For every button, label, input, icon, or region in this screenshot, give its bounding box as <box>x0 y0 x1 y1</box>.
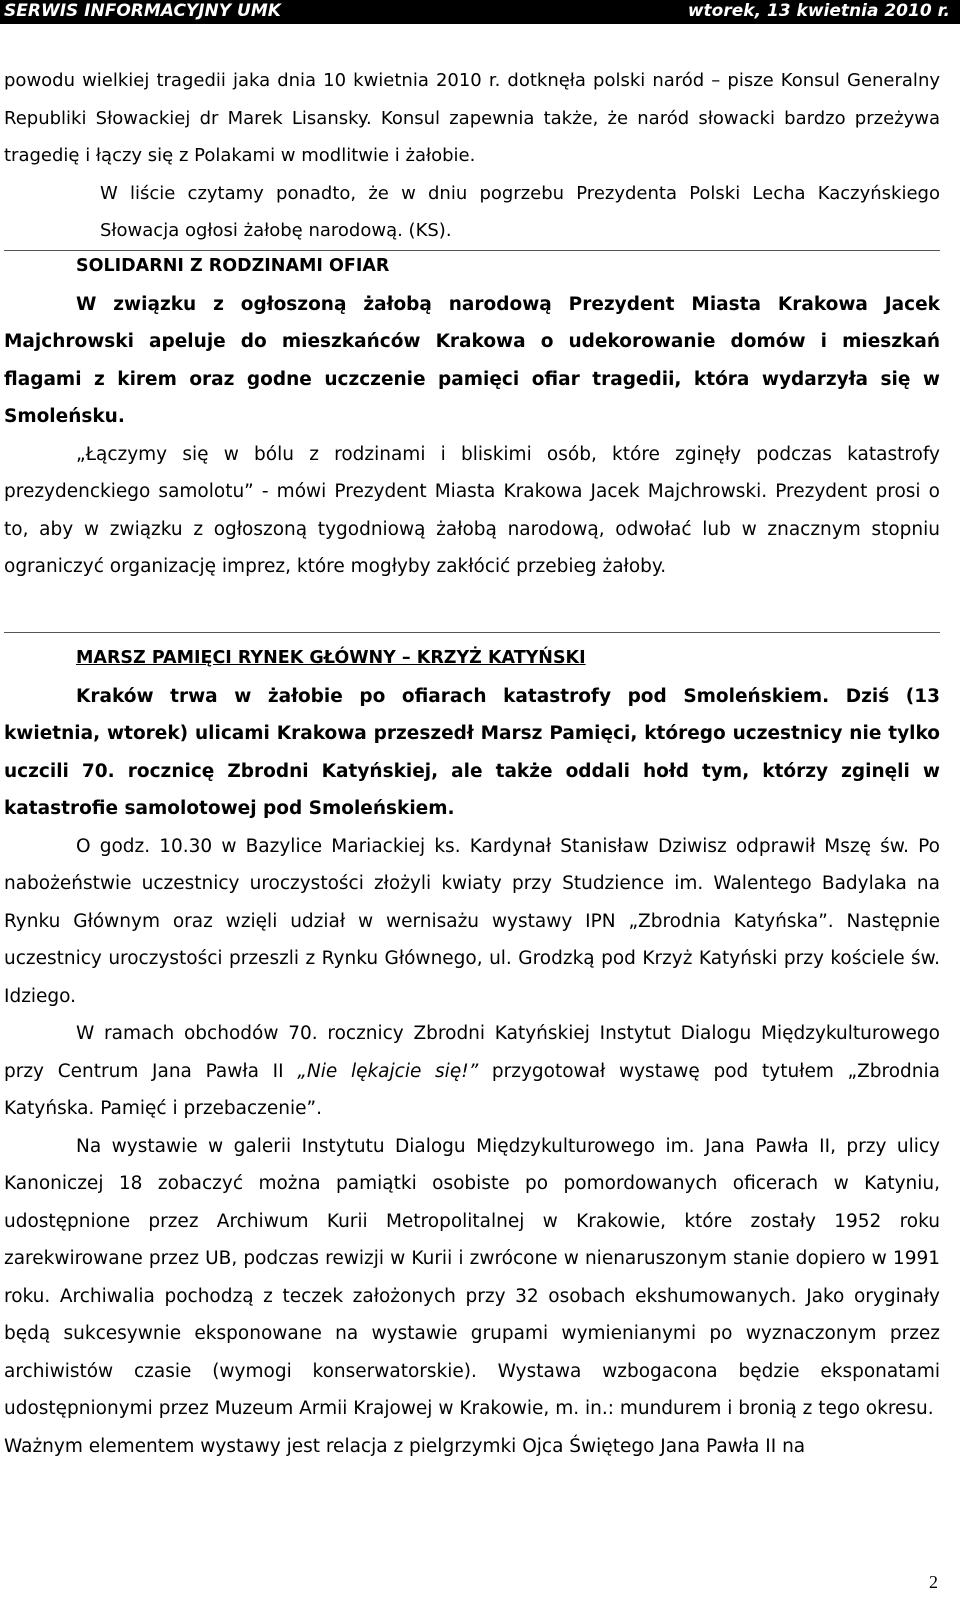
solidarni-body-text: „Łączymy się w bólu z rodzinami i bliskimi osób, które zginęły podczas katastrofy prezydenckiego samolotu” - mówi Prezydent Miasta Krakowa Jacek Majchrowski. Prezydent prosi o to, aby w związku z ogłoszoną tygodniową żałobą narodową, odwołać lub w znacznym stopniu ograniczyć organizację imprez, które mogłyby zakłócić przebieg żałoby. <box>4 443 940 577</box>
marsz-paragraph-2 <box>4 1015 940 1128</box>
solidarni-body <box>4 436 940 586</box>
marsz-paragraph-2-b: przygotował wystawę pod tytułem „Zbrodnia Katyńska. Pamięć i przebaczenie”. <box>4 1060 941 1119</box>
section-consul <box>4 62 940 250</box>
page-header <box>0 0 960 24</box>
header-title: SERWIS INFORMACYJNY UMK <box>4 1 281 21</box>
marsz-paragraph-4: Ważnym elementem wystawy jest relacja z pielgrzymki Ojca Świętego Jana Pawła II na <box>4 1435 806 1457</box>
section-heading-solidarni: SOLIDARNI Z RODZINAMI OFIAR <box>76 256 390 276</box>
header-date: wtorek, 13 kwietnia 2010 r. <box>687 1 950 21</box>
marsz-paragraph-3-text: Na wystawie w galerii Instytutu Dialogu Międzykulturowego im. Jana Pawła II, przy ulicy Kanoniczej 18 zobaczyć można pamiątki osobiste po pomordowanych oficerach w Katyniu, udostępnione przez Archiwum Kurii Metropolitalnej w Krakowie, które zostały 1952 roku zarekwirowane przez UB, podczas rewizji w Kurii i zwrócone w nienaruszonym stanie dopiero w 1991 roku. Archiwalia pochodzą z teczek założonych przy 32 osobach ekshumowanych. Jako oryginały będą sukcesywnie eksponowane na wystawie grupami wymienianymi po wyznaczonym przez archiwistów czasie (wymogi konserwatorskie). Wystawa wzbogacona będzie eksponatami udostępnionymi przez Muzeum Armii Krajowej w Krakowie, m. in.: mundurem i bronią z tego okresu. <box>4 1135 940 1419</box>
section-heading-marsz: MARSZ PAMIĘCI RYNEK GŁÓWNY – KRZYŻ KATYŃSKI <box>76 648 586 668</box>
section-divider <box>4 632 940 633</box>
marsz-paragraph-2-a: W ramach obchodów 70. rocznicy Zbrodni Katyńskiej Instytut Dialogu Międzykulturowego przy Centrum Jana Pawła II <box>4 1023 940 1082</box>
marsz-paragraph-2-italic: „Nie lękajcie się!” <box>297 1060 479 1082</box>
marsz-paragraph-3 <box>4 1128 940 1428</box>
marsz-paragraph-1 <box>4 828 940 1016</box>
page-number: 2 <box>929 1572 938 1592</box>
solidarni-lead-text: W związku z ogłoszoną żałobą narodową Prezydent Miasta Krakowa Jacek Majchrowski apeluje do mieszkańców Krakowa o udekorowanie domów i mieszkań flagami z kirem oraz godne uczczenie pamięci ofiar tragedii, która wydarzyła się w Smoleńsku. <box>4 293 940 427</box>
marsz-lead-text: Kraków trwa w żałobie po ofiarach katastrofy pod Smoleńskiem. Dziś (13 kwietnia, wtorek) ulicami Krakowa przeszedł Marsz Pamięci, którego uczestnicy nie tylko uczcili 70. rocznicę Zbrodni Katyńskiej, ale także oddali hołd tym, którzy zginęli w katastrofie samolotowej pod Smoleńskiem. <box>4 685 940 819</box>
consul-paragraph: powodu wielkiej tragedii jaka dnia 10 kwietnia 2010 r. dotknęła polski naród – pisze Konsul Generalny Republiki Słowackiej dr Marek Lisansky. Konsul zapewnia także, że naród słowacki bardzo przeżywa tragedię i łączy się z Polakami w modlitwie i żałobie. <box>4 70 940 166</box>
section-marsz <box>4 640 940 1465</box>
solidarni-lead <box>4 286 940 436</box>
consul-paragraph-2: W liście czytamy ponadto, że w dniu pogrzebu Prezydenta Polski Lecha Kaczyńskiego Słowacja ogłosi żałobę narodową. (KS). <box>100 182 940 241</box>
marsz-lead <box>4 678 940 828</box>
marsz-paragraph-1-text: O godz. 10.30 w Bazylice Mariackiej ks. Kardynał Stanisław Dziwisz odprawił Mszę św. Po nabożeństwie uczestnicy uroczystości złożyli kwiaty przy Studzience im. Walentego Badylaka na Rynku Głównym oraz wzięli udział w wernisażu wystawy IPN „Zbrodnia Katyńska”. Następnie uczestnicy uroczystości przeszli z Rynku Głównego, ul. Grodzką pod Krzyż Katyński przy kościele św. Idziego. <box>4 835 940 1007</box>
section-solidarni <box>4 248 940 586</box>
